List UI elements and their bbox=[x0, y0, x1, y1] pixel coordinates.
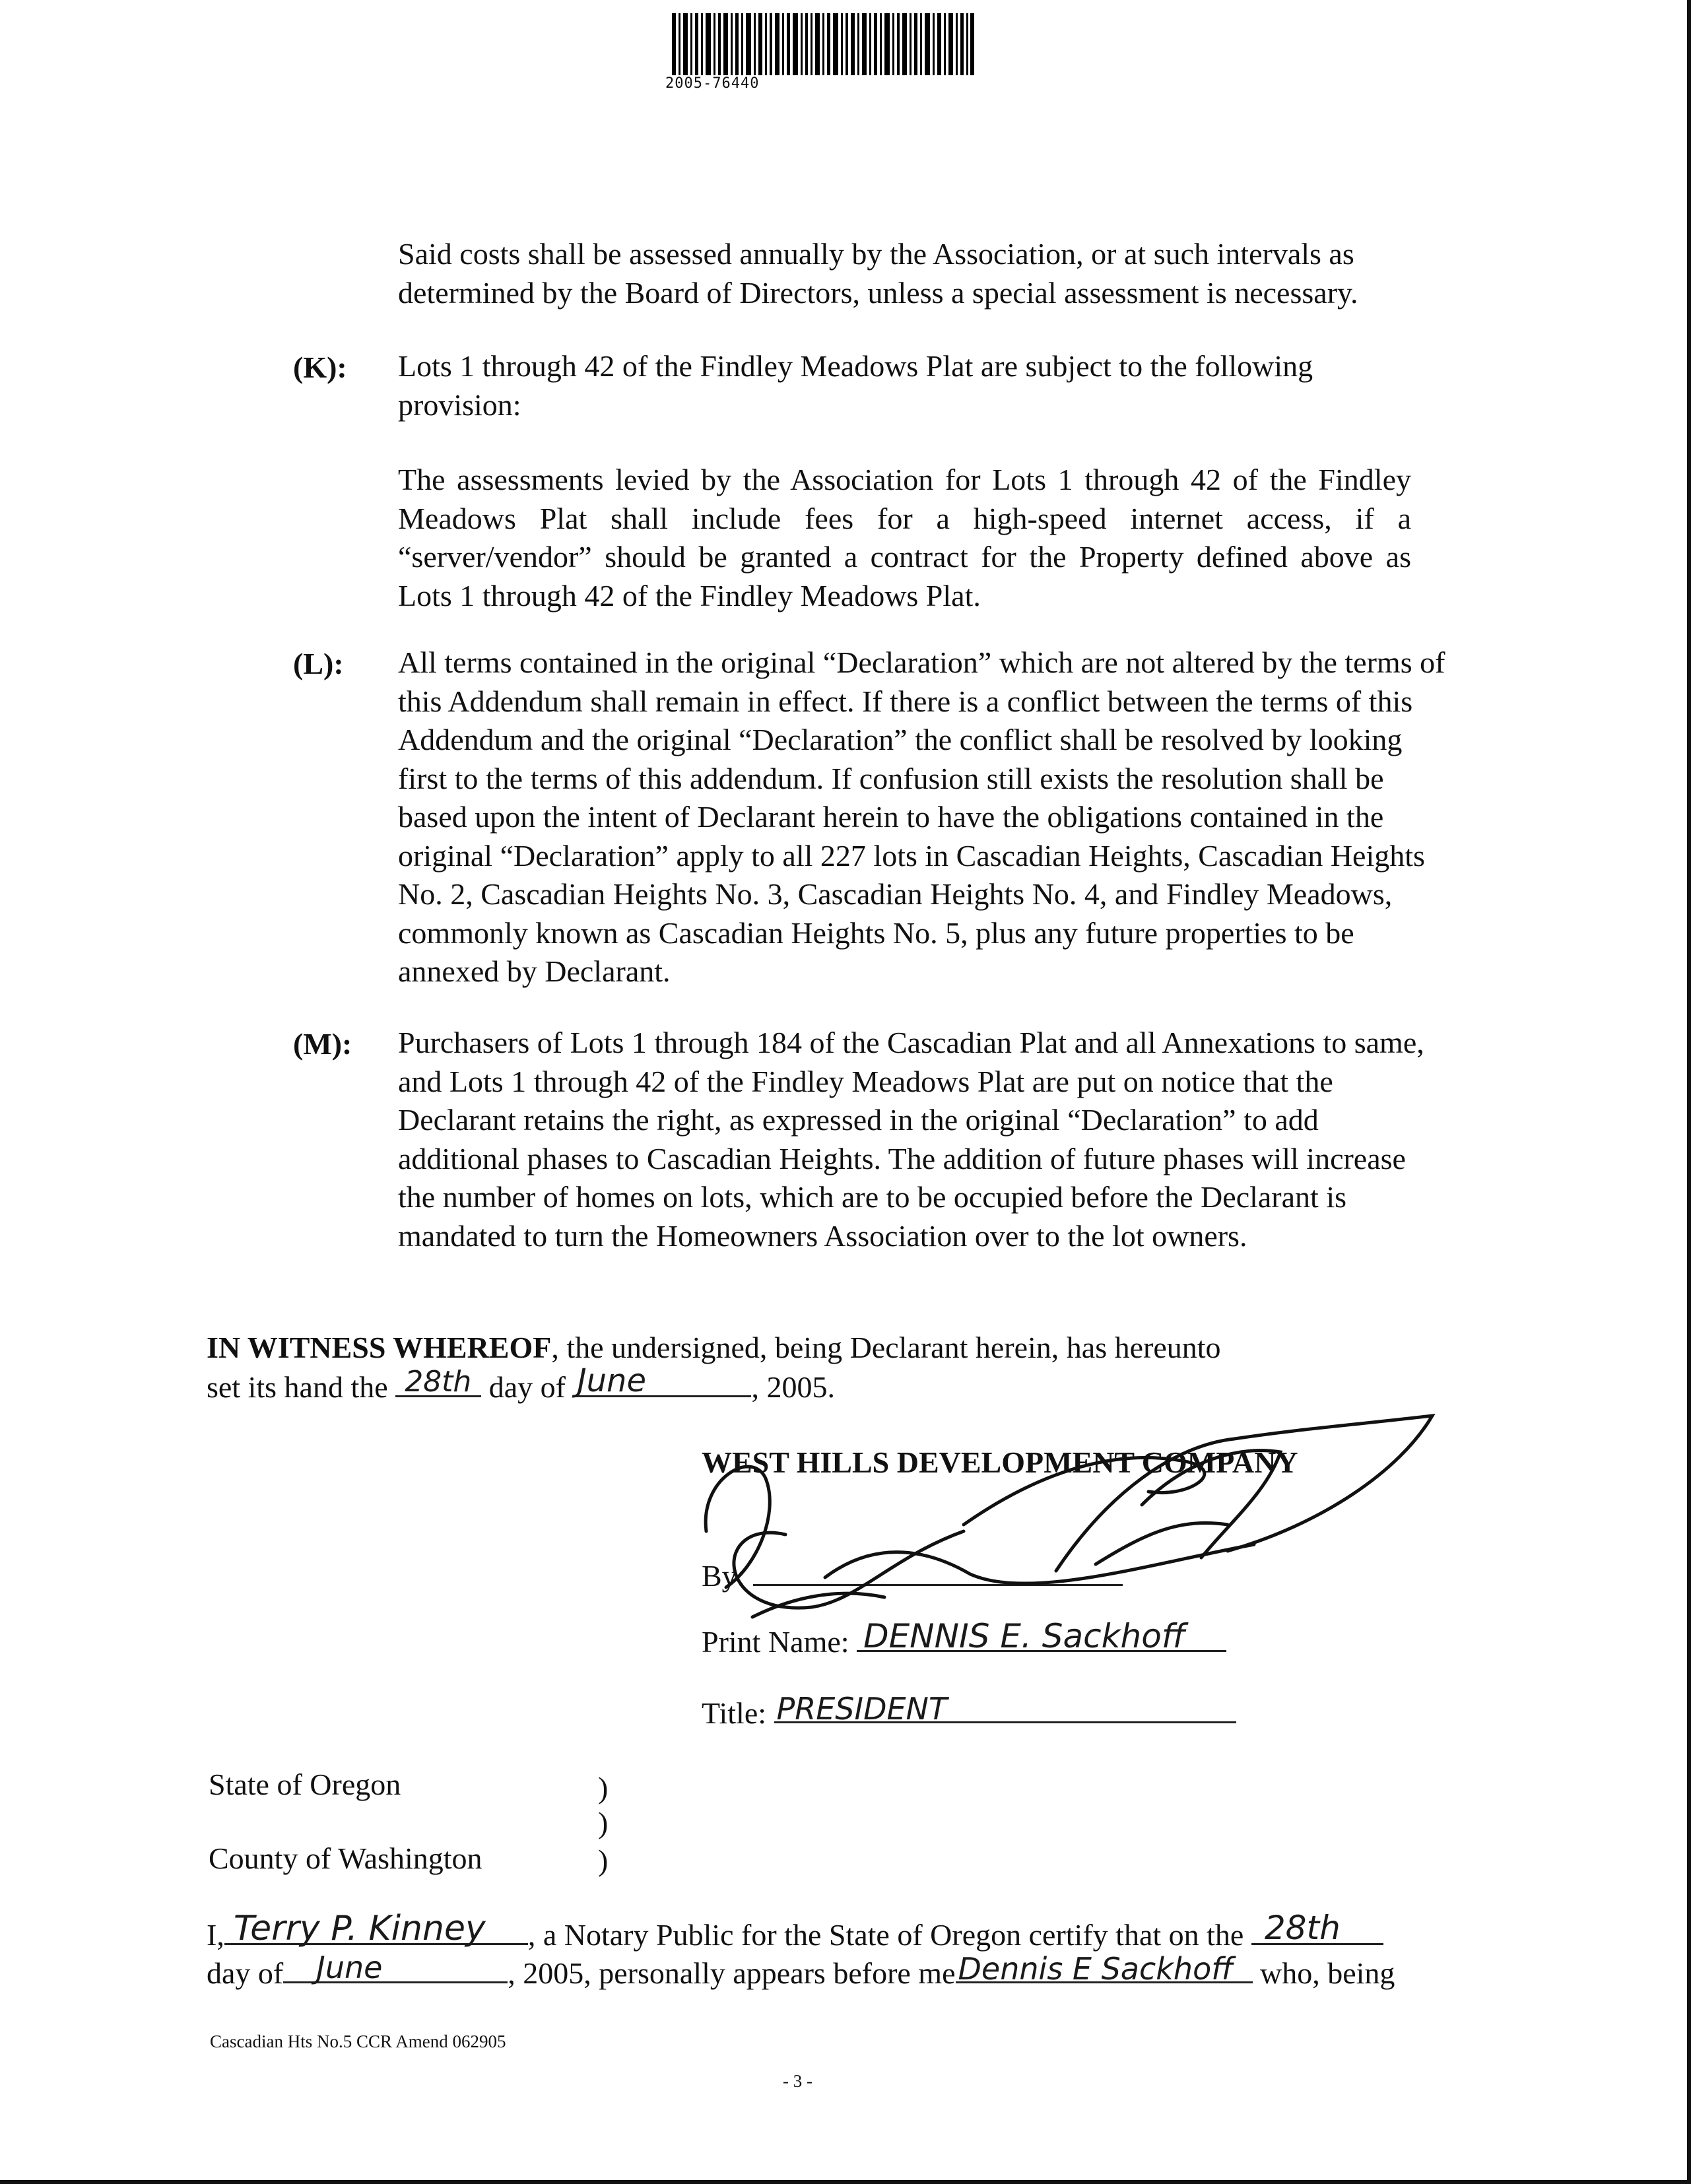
notary-line-1 bbox=[207, 1909, 1383, 1955]
venue-state: State of Oregon bbox=[209, 1768, 401, 1801]
witness-year: , 2005. bbox=[751, 1370, 835, 1404]
section-l-text: All terms contained in the original “Declaration” which are not altered by the terms of this Addendum shall remain in effect. If there is a conflict between the terms of this Addendum and the original “Declaration” the conflict shall be resolved by looking first to the terms of this addendum. If confusion still exists the resolution shall be based upon the intent of Declarant herein to have the obligations contained in the original “Declaration” apply to all 227 lots in Cascadian Heights, Cascadian Heights No. 2, Cascadian Heights No. 3, Cascadian Heights No. 4, and Findley Meadows, commonly known as Cascadian Heights No. 5, plus any future properties to be annexed by Declarant. bbox=[398, 645, 1445, 988]
notary-text-1: , a Notary Public for the State of Oregon certify that on the bbox=[527, 1918, 1244, 1952]
notary-person-value: Dennis E Sackhoff bbox=[958, 1951, 1234, 1987]
section-l-label: (L): bbox=[293, 647, 344, 680]
witness-month-field bbox=[573, 1362, 751, 1399]
venue-paren-1: ) bbox=[598, 1771, 609, 1804]
witness-month-value: June bbox=[577, 1362, 646, 1399]
witness-hand-label: set its hand the bbox=[207, 1370, 388, 1404]
notary-name-field bbox=[224, 1909, 528, 1948]
title-field bbox=[774, 1691, 1236, 1727]
notary-person-field bbox=[956, 1951, 1253, 1987]
witness-rest: , the undersigned, being Declarant herein, has hereunto bbox=[551, 1331, 1221, 1364]
witness-dayof-label: day of bbox=[488, 1370, 566, 1404]
section-m-text: Purchasers of Lots 1 through 184 of the Cascadian Plat and all Annexations to same, and Lots 1 through 42 of the Findley Meadows Plat are put on notice that the Declarant retains the right, as expressed in the original “Declaration” to add additional phases to Cascadian Heights. The addition of future phases will increase the number of homes on lots, which are to be occupied before the Declarant is mandated to turn the Homeowners Association over to the lot owners. bbox=[398, 1026, 1424, 1253]
scan-edge-right bbox=[1687, 0, 1691, 2184]
print-name-label: Print Name: bbox=[702, 1625, 849, 1659]
notary-line-2 bbox=[207, 1950, 1395, 1993]
notary-i-label: I, bbox=[207, 1918, 224, 1952]
notary-dayof-label: day of bbox=[207, 1956, 284, 1990]
scan-edge-bottom bbox=[0, 2180, 1691, 2184]
notary-day-field bbox=[1251, 1909, 1383, 1947]
section-k-label: (K): bbox=[293, 350, 347, 384]
venue-county: County of Washington bbox=[209, 1841, 482, 1875]
footer-doc-ref: Cascadian Hts No.5 CCR Amend 062905 bbox=[210, 2032, 506, 2051]
section-m-label: (M): bbox=[293, 1027, 352, 1061]
title-label: Title: bbox=[702, 1696, 767, 1730]
by-label: By: bbox=[702, 1559, 746, 1593]
witness-line-1 bbox=[207, 1329, 1221, 1368]
witness-lead: IN WITNESS WHEREOF bbox=[207, 1331, 552, 1364]
print-name-field bbox=[857, 1617, 1226, 1655]
print-name-line bbox=[702, 1617, 1226, 1662]
print-name-value: DENNIS E. Sackhoff bbox=[863, 1617, 1185, 1655]
venue-paren-2: ) bbox=[598, 1806, 609, 1839]
barcode bbox=[672, 13, 974, 75]
notary-text-2: , 2005, personally appears before me bbox=[508, 1956, 956, 1990]
page-number: - 3 - bbox=[783, 2071, 812, 2091]
company-name: WEST HILLS DEVELOPMENT COMPANY bbox=[702, 1445, 1298, 1479]
notary-month-value: June bbox=[316, 1950, 383, 1985]
section-k-text: Lots 1 through 42 of the Findley Meadows Plat are subject to the following provision: bbox=[398, 349, 1313, 422]
section-k-provision: The assessments levied by the Association for Lots 1 through 42 of the Findley Meadows Plat shall include fees for a high-speed internet access, if a “server/vendor” should be granted a contract for the Property defined above as Lots 1 through 42 of the Findley Meadows Plat. bbox=[398, 463, 1411, 612]
title-line bbox=[702, 1691, 1236, 1733]
intro-paragraph: Said costs shall be assessed annually by the Association, or at such intervals as determined by the Board of Directors, unless a special assessment is necessary. bbox=[398, 237, 1358, 310]
venue-paren-3: ) bbox=[598, 1843, 609, 1877]
notary-text-3: who, being bbox=[1260, 1956, 1395, 1990]
witness-day-value: 28th bbox=[405, 1365, 472, 1399]
notary-day-value: 28th bbox=[1264, 1909, 1341, 1947]
title-value: PRESIDENT bbox=[776, 1691, 948, 1727]
witness-day-field bbox=[395, 1365, 481, 1399]
barcode-number: 2005-76440 bbox=[665, 75, 760, 92]
barcode-image bbox=[672, 13, 974, 75]
notary-month-field bbox=[283, 1950, 508, 1985]
notary-name-value: Terry P. Kinney bbox=[233, 1909, 486, 1948]
